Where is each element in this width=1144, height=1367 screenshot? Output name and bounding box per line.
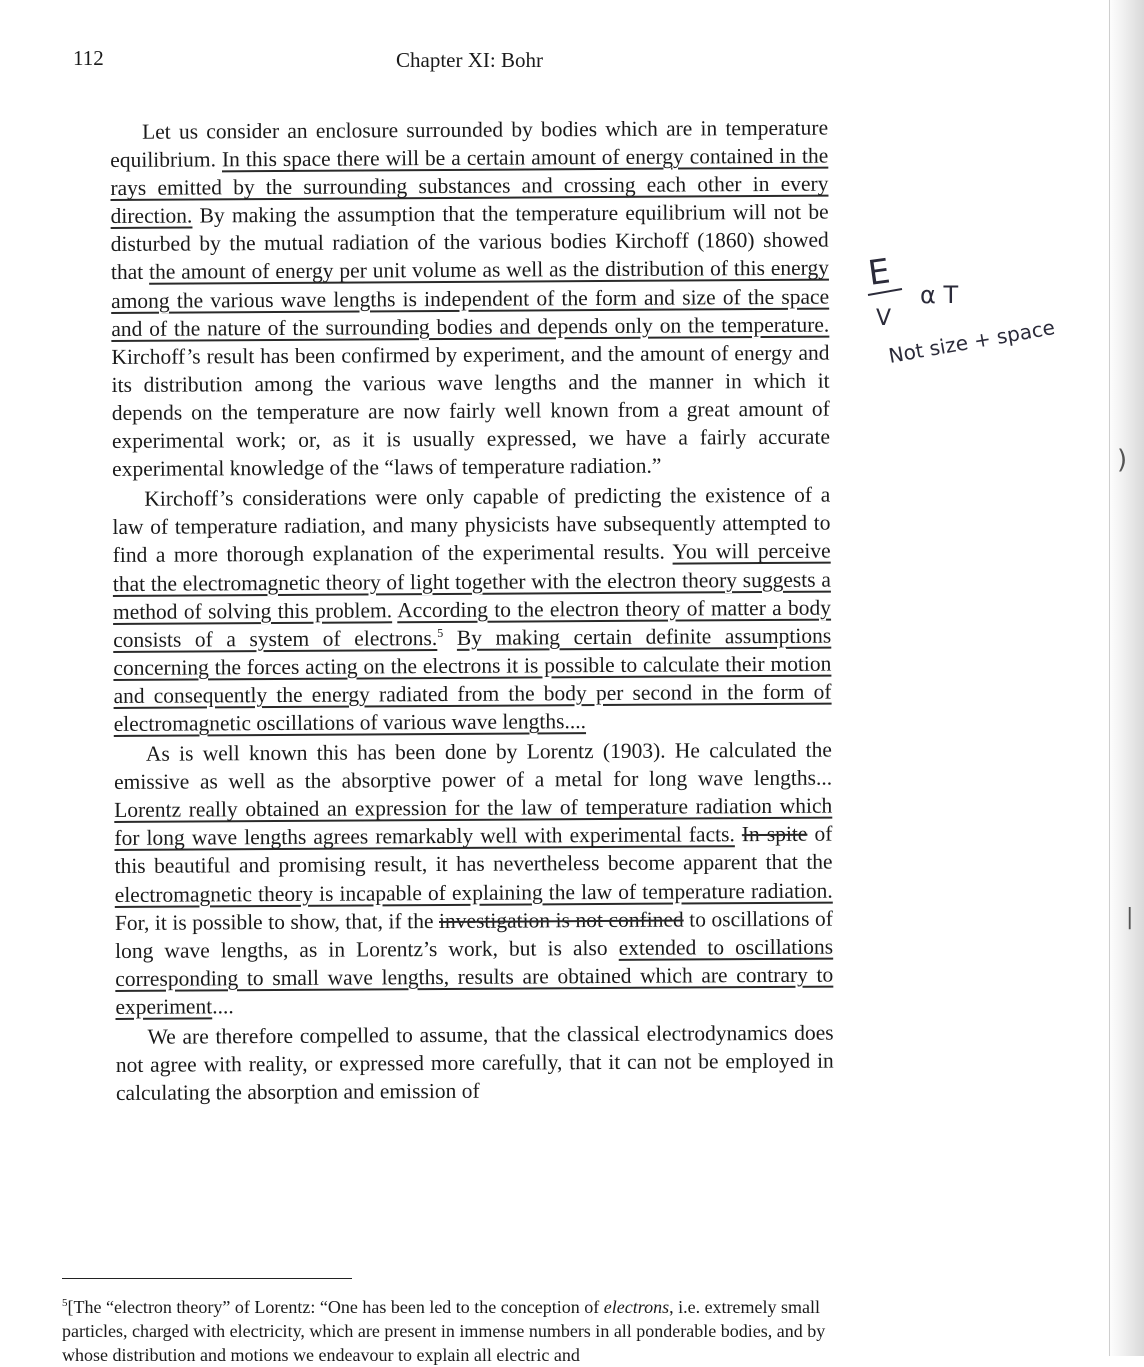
running-head: Chapter XI: Bohr bbox=[396, 48, 543, 72]
footnote-marker: 5 bbox=[62, 1297, 68, 1309]
underlined-passage: extended to oscillations corresponding to small wave lengths, results are obtained which are contrary to experiment bbox=[115, 934, 834, 1019]
underlined-passage: You will perceive that the electromagnetic theory of light together with the electron theory suggests a method of solving this problem. bbox=[112, 539, 831, 624]
note-numerator: E bbox=[865, 251, 893, 294]
paragraph-4: We are therefore compelled to assume, that the classical electrodynamics does not agree with reality, or expressed more carefully, that it can not be employed in calculating the absorption and emission of bbox=[115, 1020, 834, 1106]
footnote: $^5$[The “electron theory” of Lorentz: “One has been led to the conception of electrons, i.e. extremely small particles, charged with electricity, which are present in immense numbers in all ponderable bodies, and by whose distribution and motions we endeavour to explain all electric and bbox=[62, 1297, 826, 1365]
footnote-reference: 5 bbox=[437, 625, 444, 640]
note-denominator: V bbox=[876, 306, 892, 331]
underlined-passage: the amount of energy per unit volume as well as the distribution of this energy among the various wave lengths is independent of the form and size of the space and of the nature of the surrounding bodies and depends only on the temperature. bbox=[111, 256, 830, 341]
underlined-passage: electromagnetic theory is incapable of explaining the law of temperature radiation. bbox=[114, 878, 833, 907]
margin-bracket-mark: ) bbox=[1117, 445, 1128, 475]
note-text: Not size + space bbox=[886, 315, 1057, 368]
underlined-passage: Lorentz really obtained an expression for the law of temperature radiation which for long wave lengths agrees remarkably well with experimental facts. bbox=[114, 793, 833, 851]
handwritten-margin-note bbox=[860, 245, 1100, 385]
struck-passage: In spite bbox=[741, 822, 808, 847]
paragraph-2: Kirchoff’s considerations were only capable of predicting the existence of a law of temperature radiation, and many physicists have subsequently attempted to find a more thorough explanation of the experimental results. You will perceive that the electromagnetic theory of light together with the electron theory suggests a method of solving this problem. According to the electron theory of matter a body consists of a system of electrons.$^5$ By making certain definite assumptions concerning the forces acting on the electrons it is possible to calculate their motion and consequently the energy radiated from the body per second in the form of electromagnetic oscillations of various wave lengths.... bbox=[112, 482, 832, 736]
body-text bbox=[110, 114, 834, 1110]
page-number: 112 bbox=[73, 46, 104, 70]
footnote-rule bbox=[62, 1278, 352, 1279]
underlined-passage: By making certain definite assumptions concerning the forces acting on the electrons it is possible to calculate their motion and consequently the energy radiated from the body per second in the form of electromagnetic oscillations of various wave lengths.... bbox=[113, 623, 832, 736]
margin-tick-mark: | bbox=[1126, 905, 1134, 930]
struck-passage: investigation is not confined bbox=[438, 907, 684, 933]
page-gutter-shadow bbox=[1108, 0, 1144, 1356]
note-relation: α T bbox=[920, 281, 959, 309]
underlined-passage: According to the electron theory of matter a body consists of a system of electrons. bbox=[113, 595, 832, 652]
paragraph-1: Let us consider an enclosure surrounded by bodies which are in temperature equilibrium. In this space there will be a certain amount of energy contained in the rays emitted by the surrounding substances and crossing each other in every direction. By making the assumption that the temperature equilibrium will not be disturbed by the mutual radiation of the various bodies Kirchoff (1860) showed that the amount of energy per unit volume as well as the distribution of this energy among the various wave lengths is independent of the form and size of the space and of the nature of the surrounding bodies and depends only on the temperature. Kirchoff’s result has been confirmed by experiment, and the amount of energy and its distribution among the various wave lengths and the manner in which it depends on the temperature are now fairly well known from a great amount of experimental work; or, as it is usually expressed, we have a fairly accurate experimental knowledge of the “laws of temperature radiation.” bbox=[110, 115, 831, 482]
page-edge bbox=[1109, 0, 1110, 1356]
underlined-passage: In this space there will be a certain amount of energy contained in the rays emitted by the surrounding substances and crossing each other in every direction. bbox=[110, 143, 829, 229]
paragraph-3: As is well known this has been done by Lorentz (1903). He calculated the emissive as well as the absorptive power of a metal for long wave lengths... Lorentz really obtained an expression for the law of temperature radiation which for long wave lengths agrees remarkably well with experimental facts. In spite of this beautiful and promising result, it has nevertheless become apparent that the electromagnetic theory is incapable of explaining the law of temperature radiation. For, it is possible to show, that, if the investigation is not confined to oscillations of long wave lengths, as in Lorentz’s work, but is also extended to oscillations corresponding to small wave lengths, results are obtained which are contrary to experiment.... bbox=[113, 737, 834, 1019]
